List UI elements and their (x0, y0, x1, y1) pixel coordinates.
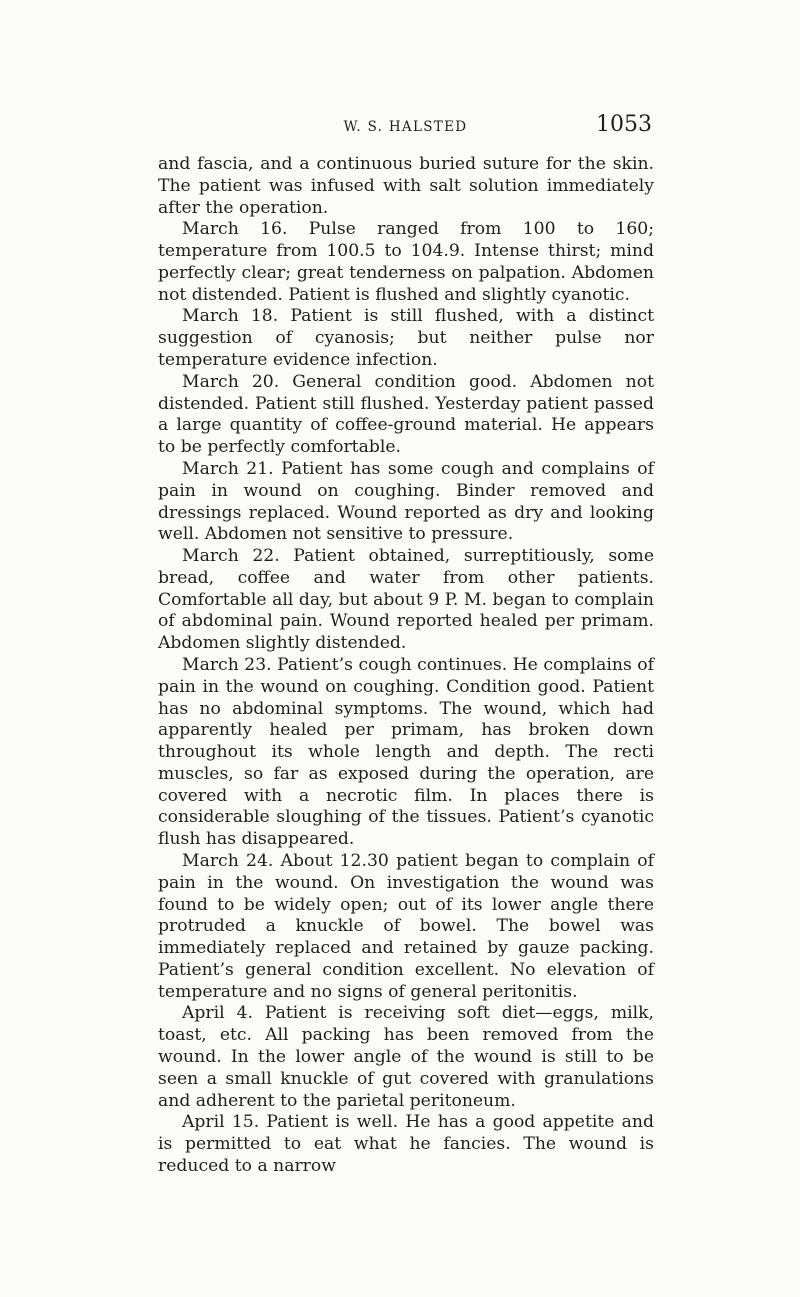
body-text (158, 154, 654, 1178)
running-head (157, 112, 654, 144)
paragraph-april-15: April 15. Patient is well. He has a good appetite and is permitted to eat what he fancies. The wound is reduced to a narrow (158, 1112, 654, 1176)
paragraph-march-21: March 21. Patient has some cough and complains of pain in wound on coughing. Binder removed and dressings replaced. Wound reported as dry and looking well. Abdomen not sensitive to pressure. (158, 458, 654, 545)
paragraph-march-18: March 18. Patient is still flushed, with a distinct suggestion of cyanosis; but neither pulse nor temperature evidence infection. (158, 306, 654, 371)
paragraph-april-4: April 4. Patient is receiving soft diet—eggs, milk, toast, etc. All packing has been removed from the wound. In the lower angle of the wound is still to be seen a small knuckle of gut covered with granulations and adherent to the parietal peritoneum. (158, 1003, 654, 1111)
paragraph-march-22: March 22. Patient obtained, surreptitiously, some bread, coffee and water from other patients. Comfortable all day, but about 9 P. M. began to complain of abdominal pain. Wound reported healed per primam. Abdomen slightly distended. (158, 546, 654, 654)
paragraph-continuation: and fascia, and a continuous buried suture for the skin. The patient was infused with salt solution immediately after the operation. (158, 154, 654, 218)
paragraph-march-24: March 24. About 12.30 patient began to complain of pain in the wound. On investigation the wound was found to be widely open; out of its lower angle there protruded a knuckle of bowel. The bowel was immediately replaced and retained by gauze packing. Patient’s general condition excellent. No elevation of temperature and no signs of general peritonitis. (158, 851, 654, 1002)
running-head-author: W. S. HALSTED (343, 119, 468, 135)
page-number: 1053 (596, 112, 652, 137)
paragraph-march-16: March 16. Pulse ranged from 100 to 160; temperature from 100.5 to 104.9. Intense thirst; mind perfectly clear; great tenderness on palpation. Abdomen not distended. Patient is flushed and slightly cyanotic. (158, 219, 654, 305)
paragraph-march-20: March 20. General condition good. Abdomen not distended. Patient still flushed. Yesterday patient passed a large quantity of coffee-ground material. He appears to be perfectly comfortable. (158, 371, 654, 458)
paragraph-march-23: March 23. Patient’s cough continues. He complains of pain in the wound on coughing. Condition good. Patient has no abdominal symptoms. The wound, which had apparently healed per primam, has broken down throughout its whole length and depth. The recti muscles, so far as exposed during the operation, are covered with a necrotic film. In places there is considerable sloughing of the tissues. Patient’s cyanotic flush has disappeared. (158, 654, 654, 850)
